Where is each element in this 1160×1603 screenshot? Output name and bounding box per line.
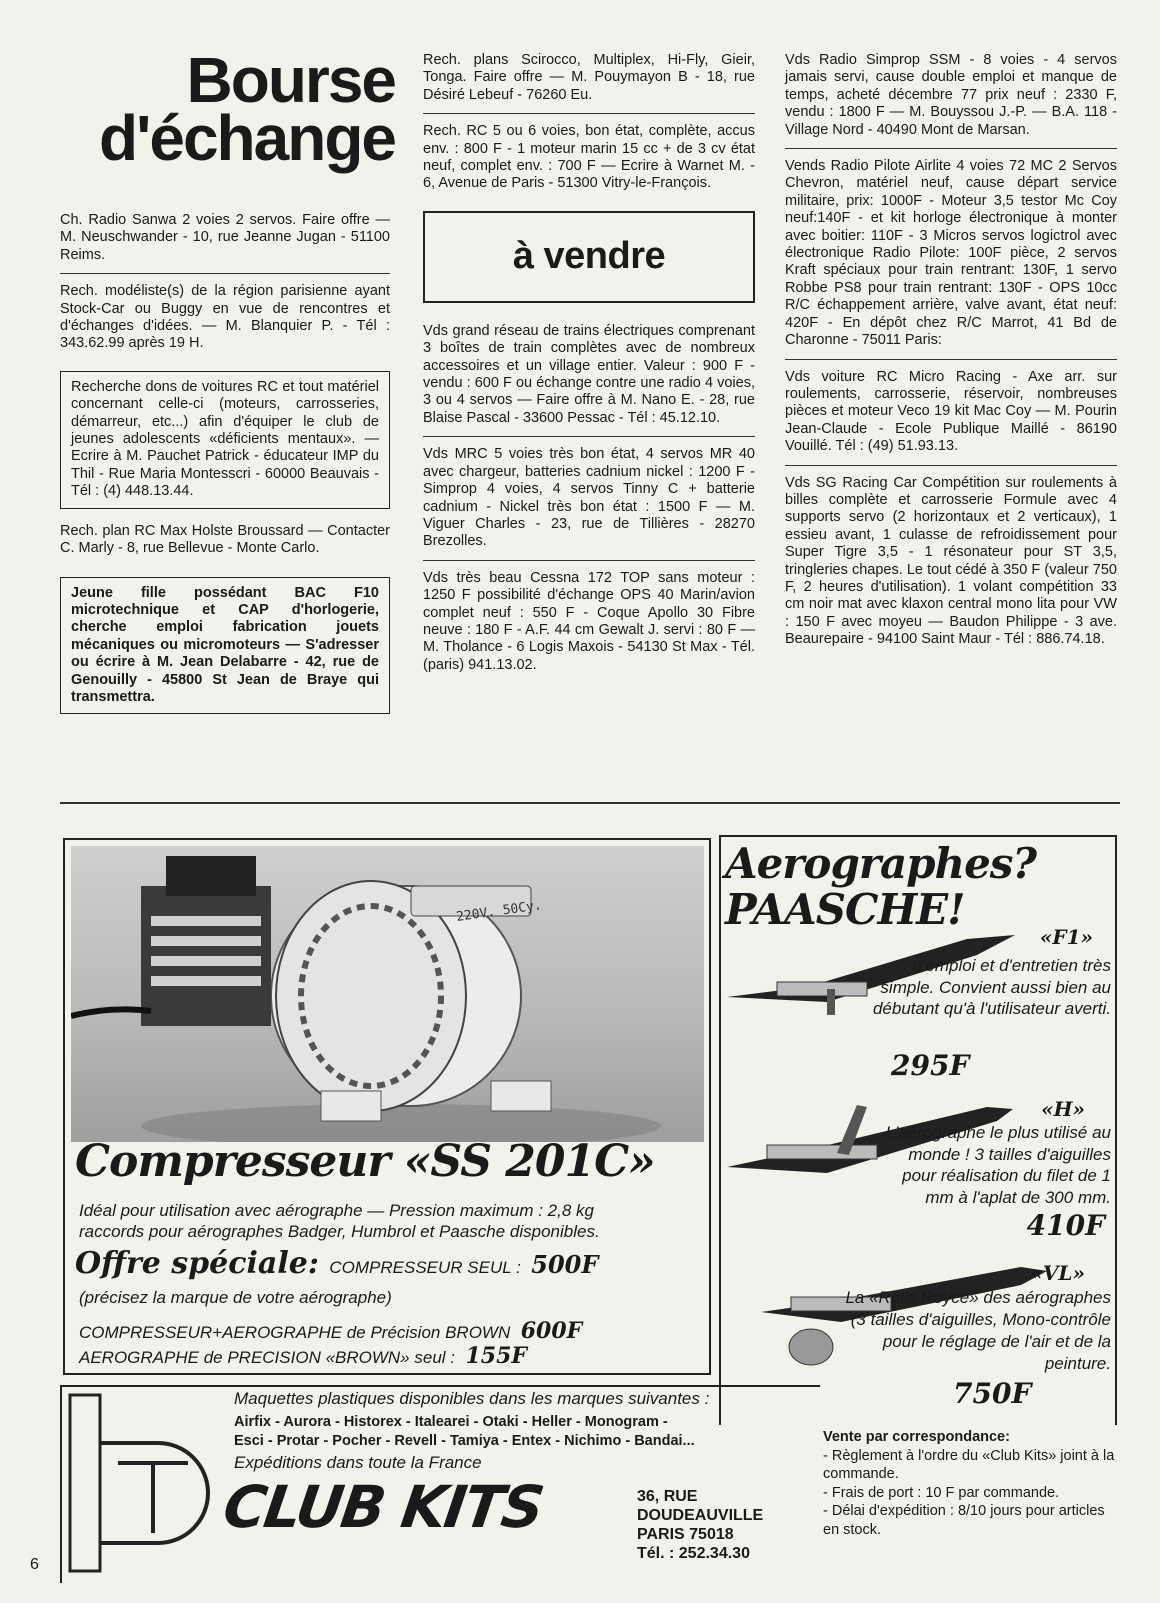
address-line: 36, RUE [637, 1488, 698, 1505]
classified-ad: Vends Radio Pilote Airlite 4 voies 72 MC 2 Servos Chevron, matériel neuf, cause départ service militaire, prix: 1000F - Moteur 3,5 testor Mc Coy neuf:140F - et kit horloge électronique à monter avec boitier: 110F - 3 Micros servos logictrol avec électronique Radio Pilote: 100F pièce, 2 servos Kraft spéciaux pour train rentrant: 130F, 1 servo Robbe PS8 pour train rentrant: 130F - OPS 10cc R/C échappement arrière, valve avant, état neuf: 420F - En dépôt chez R/C Marrot, 41 Bd de Charonne - 75011 Paris: [785, 158, 1117, 359]
column-1 [60, 212, 390, 728]
compressor-description [79, 1200, 600, 1242]
clubkits-name: CLUB KITS [219, 1473, 547, 1541]
compressor-desc-line: Idéal pour utilisation avec aérographe — Pression maximum : 2,8 kg [79, 1201, 594, 1220]
airbrush-vl-desc: La «Rolls Royce» des aérographes (3 tailles d'aiguilles, Mono-contrôle pour le réglage de l'air et de la peinture. [845, 1288, 1111, 1373]
classified-ad: Rech. plans Scirocco, Multiplex, Hi-Fly, Gieir, Tonga. Faire offre — M. Pouymayon B - 18, rue Désiré Lebeuf - 76260 Eu. [423, 52, 755, 114]
mail-order-info [823, 1428, 1119, 1539]
compressor-illustration [71, 846, 704, 1142]
airbrush-vl-price: 750F [953, 1377, 1032, 1410]
classified-ad: Vds voiture RC Micro Racing - Axe arr. sur roulements, carrosserie, réservoir, nombreuses pièces et moteur Veco 19 kit Mac Coy — M. Pourin Jean-Claude - Ecole Publique Maillé - 86190 Vouillé. Tél : (49) 51.93.13. [785, 369, 1117, 466]
brown-offer-line [79, 1343, 527, 1369]
airbrush-f1-desc: d'emploi et d'entretien très simple. Convient aussi bien au débutant qu'à l'utilisateur averti. [872, 956, 1111, 1018]
page-title-line2: d'échange [99, 102, 395, 174]
airbrush-h-desc: L'aérographe le plus utilisé au monde ! 3 tailles d'aiguilles pour réalisation du filet de 1 mm à l'aplat de 300 mm. [885, 1123, 1111, 1207]
clubkits-shipping: Expéditions dans toute la France [234, 1453, 482, 1472]
address-line: Tél. : 252.34.30 [637, 1545, 750, 1562]
airbrush-h-price: 410F [1026, 1209, 1105, 1242]
classified-ad-boxed: Jeune fille possédant BAC F10 microtechnique et CAP d'horlogerie, cherche emploi fabrication jouets mécaniques ou micromoteurs — S'adresser ou écrire à M. Jean Delabarre - 42, rue de Genouilly - 45800 St Jean de Braye qui transmettra. [60, 577, 390, 715]
section-divider [60, 802, 1120, 804]
compressor-photo [71, 846, 704, 1142]
brands-line: Airfix - Aurora - Historex - Italearei - Otaki - Heller - Monogram - [234, 1414, 668, 1430]
compressor-desc-line: raccords pour aérographes Badger, Humbrol et Paasche disponibles. [79, 1222, 600, 1241]
clubkits-brands [234, 1413, 695, 1451]
compressor-ad [63, 838, 711, 1375]
brown-offer-price: 155F [465, 1343, 527, 1369]
paasche-ad [719, 835, 1117, 1425]
address-line: PARIS 75018 [637, 1526, 734, 1543]
special-offer-item: COMPRESSEUR SEUL : [329, 1258, 521, 1277]
brands-line: Esci - Protar - Pocher - Revell - Tamiya - Entex - Nichimo - Bandai... [234, 1433, 695, 1449]
paasche-title-line1: Aerographes? [725, 839, 1037, 888]
page-number: 6 [30, 1556, 39, 1573]
compressor-title: Compresseur «SS 201C» [75, 1136, 655, 1187]
combo-offer-line [79, 1318, 582, 1344]
airbrush-vl-name: «VL» [1030, 1261, 1085, 1285]
mail-order-item: - Délai d'expédition : 8/10 jours pour articles en stock. [823, 1503, 1105, 1538]
special-offer-note: (précisez la marque de votre aérographe) [79, 1288, 392, 1307]
classified-ad: Vds SG Racing Car Compétition sur roulements à billes complète et carrosserie Formule avec 4 supports servo (2 horizontaux et 2 verticaux), 1 essieu avant, 1 culasse de refroidissement pour Super Tigre 3,5 - 1 résonateur pour ST 3,5, tringleries chapes. Le tout cédé à 350 F (valeur 750 F, 2 heures d'utilisation). 1 volant compétition 33 cm noir mat avec klaxon central mono lita pour VW : 150 F avec moyeu — Baudon Philippe - 3 ave. Beaurepaire - 94100 Saint Maur - Tél : 886.74.18. [785, 474, 1117, 648]
classified-ad: Ch. Radio Sanwa 2 voies 2 servos. Faire offre — M. Neuschwander - 10, rue Jeanne Jugan - 51100 Reims. [60, 212, 390, 274]
address-line: DOUDEAUVILLE [637, 1507, 764, 1524]
combo-offer-item: COMPRESSEUR+AEROGRAPHE de Précision BROWN [79, 1323, 511, 1342]
combo-offer-price: 600F [520, 1318, 583, 1344]
title-block [40, 44, 395, 174]
classified-ad: Vds très beau Cessna 172 TOP sans moteur : 1250 F possibilité d'échange OPS 40 Marin/avion complet neuf : 550 F - Coque Apollo 30 Fibre neuve : 180 F - A.F. 44 cm Gewalt J. servi : 80 F — M. Tholance - 6 Logis Maxois - 54130 St Max - Tél. (paris) 941.13.02. [423, 569, 755, 673]
mail-order-item: - Règlement à l'ordre du «Club Kits» joint à la commande. [823, 1447, 1115, 1482]
clubkits-address [637, 1487, 763, 1563]
airbrush-h-name: «H» [1041, 1097, 1085, 1121]
clubkits-logo [68, 1393, 218, 1573]
column-3 [785, 52, 1117, 667]
clubkits-intro: Maquettes plastiques disponibles dans les marques suivantes : [234, 1389, 710, 1408]
classified-ad: Vds MRC 5 voies très bon état, 4 servos MR 40 avec chargeur, batteries cadnium nickel : 1200 F - Simprop 4 voies, 4 servos Tinny C + batterie cadnium - Nickel très bon état : 1500 F — M. Viguer Charles - 23, rue de Tillières - 28270 Brezolles. [423, 446, 755, 560]
classified-ad-boxed: Recherche dons de voitures RC et tout matériel concernant celle-ci (moteurs, carrosseries, démarreur, etc...) afin d'équiper le club de jeunes adolescents «déficients mentaux». — Ecrire à M. Pauchet Patrick - éducateur IMP du Thil - Rue Maria Montesscri - 60000 Beauvais - Tél : (4) 448.13.44. [60, 371, 390, 509]
clubkits-ad [60, 1385, 820, 1583]
classified-ad: Vds grand réseau de trains électriques comprenant 3 boîtes de train complètes avec de nombreux accessoires et un village entier. Valeur : 900 F - vendu : 600 F ou échange contre une radio 4 voies, 3 ou 4 servos — Faire offre à M. Nano E. - 28, rue Blaise Pascal - 33600 Pessac - Tél : 45.12.10. [423, 323, 755, 437]
column-2 [423, 52, 755, 692]
classified-ad: Rech. plan RC Max Holste Broussard — Contacter C. Marly - 8, rue Bellevue - Monte Carlo. [60, 522, 390, 557]
brown-offer-item: AEROGRAPHE de PRECISION «BROWN» seul : [79, 1348, 455, 1367]
paasche-title-line2: PAASCHE! [725, 885, 965, 934]
compressor-voltage-label: 220V. 50Cy. [455, 898, 543, 925]
special-offer-line [75, 1246, 598, 1281]
special-offer-label: Offre spéciale: [75, 1246, 319, 1281]
section-heading-a-vendre: à vendre [423, 211, 755, 303]
special-offer-price: 500F [531, 1250, 599, 1279]
mail-order-title: Vente par correspondance: [823, 1429, 1010, 1445]
airbrush-f1-name: «F1» [1039, 925, 1093, 949]
classified-ad: Rech. RC 5 ou 6 voies, bon état, complète, accus env. : 800 F - 1 moteur marin 15 cc + de 3 cv état neuf, complet env. : 700 F — Ecrire à Warnet M. - 6, Avenue de Paris - 51300 Vitry-le-François. [423, 123, 755, 192]
mail-order-item: - Frais de port : 10 F par commande. [823, 1484, 1060, 1501]
page-title-line1: Bourse [186, 44, 395, 116]
classified-ad: Vds Radio Simprop SSM - 8 voies - 4 servos jamais servi, cause double emploi et manque de temps, acheté décembre 77 prix neuf : 2330 F, vendu : 1800 F — M. Bouyssou J.-P. — B.A. 118 - Village Nord - 40490 Mont de Marsan. [785, 52, 1117, 149]
airbrush-f1-price: 295F [891, 1049, 970, 1082]
classified-ad: Rech. modéliste(s) de la région parisienne ayant Stock-Car ou Buggy en vue de rencontres et d'échanges d'idées. — M. Blanquier P. - Tél : 343.62.99 après 19 H. [60, 283, 390, 352]
